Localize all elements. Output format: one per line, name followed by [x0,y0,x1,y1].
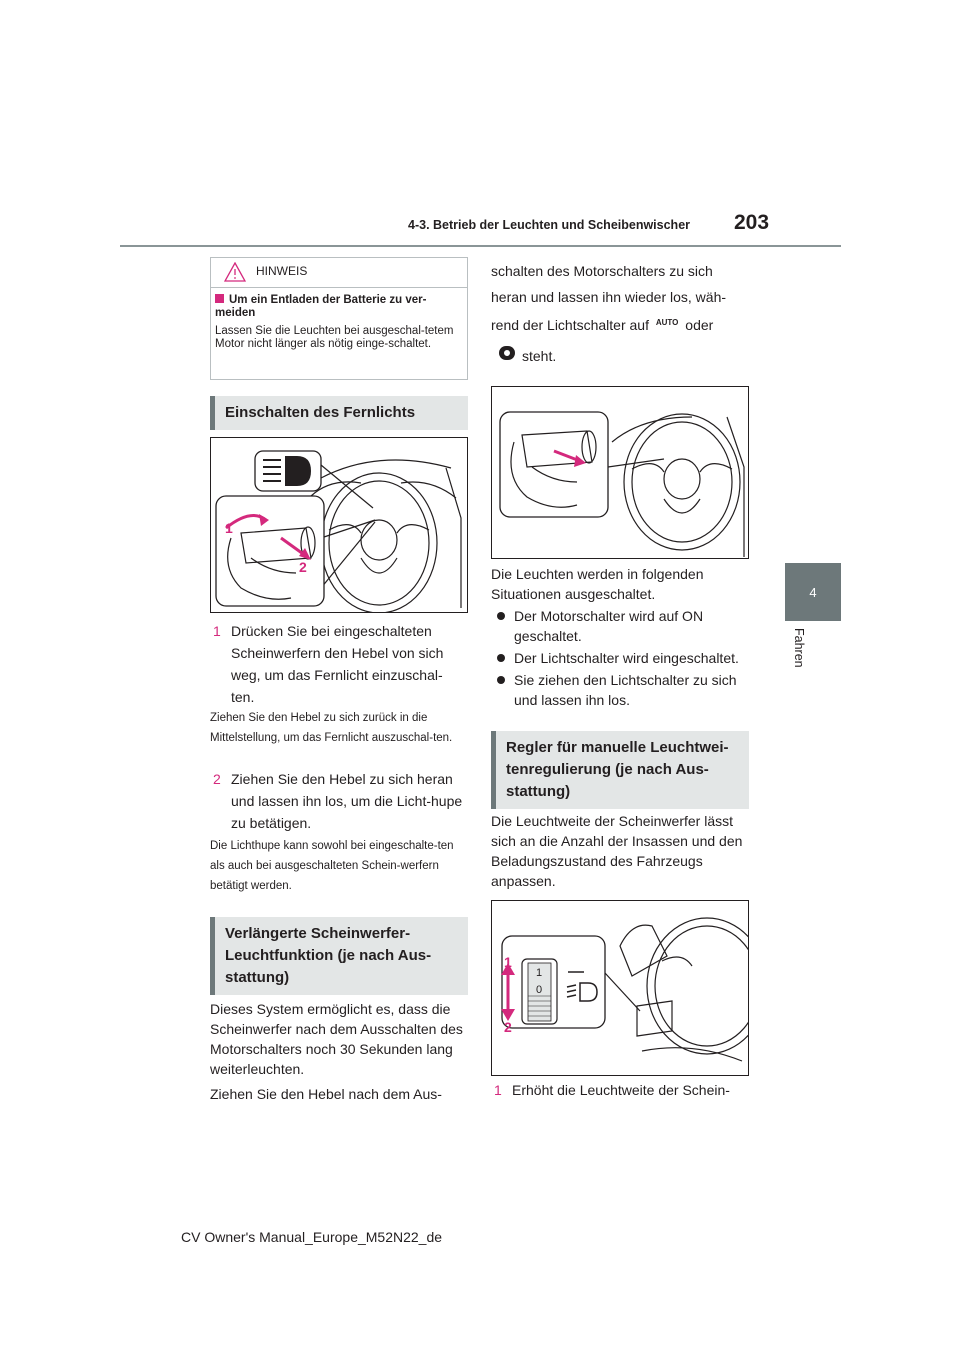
figure-label-1: 1 [225,520,233,536]
step-2-note: Die Lichthupe kann sowohl bei eingeschalte-ten als auch bei ausgeschalteten Schein-werfern betätigt werden. [210,840,454,892]
note-header [210,257,468,288]
square-bullet-icon [215,294,224,303]
bullet-icon [497,676,505,684]
footer-doc-id: CV Owner's Manual_Europe_M52N22_de [181,1229,443,1245]
figure-label-up: 1 [504,954,512,970]
chapter-number: 4 [809,584,817,600]
dial-label-0: 0 [536,984,543,996]
section-title: 4-3. Betrieb der Leuchten und Scheibenwischer [408,218,691,232]
extended-lights-instruction-end: steht. [522,348,557,364]
lever-pull-figure [491,386,749,559]
headlight-leveling-illustration [492,901,748,1075]
dial-label-1: 1 [536,967,543,979]
note-subtitle: Um ein Entladen der Batterie zu ver-meiden [215,294,427,319]
section-heading-headlight-leveling: Regler für manuelle Leuchtwei-tenregulierung (je nach Aus-stattung) [491,731,749,809]
section-heading-high-beam: Einschalten des Fernlichts [210,396,468,430]
page-number: 203 [734,211,770,234]
step-1-note: Ziehen Sie den Hebel zu sich zurück in die Mittelstellung, um das Fernlicht auszuschal-ten. [210,712,453,744]
chapter-tab [785,563,841,621]
off-conditions-intro: Die Leuchten werden in folgenden Situationen ausgeschaltet. [491,566,704,602]
figure-label-down: 2 [504,1019,512,1035]
auto-icon: AUTO [655,318,679,327]
bullet-icon [497,654,505,662]
extended-lights-description: Dieses System ermöglicht es, dass die Scheinwerfer nach dem Ausschalten des Motorschalters noch 30 Sekunden lang weiterleuchten. [210,1001,463,1077]
off-condition-3: Sie ziehen den Lichtschalter zu sich und lassen ihn los. [497,670,749,710]
chapter-label: Fahren [792,628,806,668]
leveling-step-1: 1 Erhöht die Leuchtweite der Schein- [494,1082,730,1098]
headlight-leveling-description: Die Leuchtweite der Scheinwerfer lässt sich an die Anzahl der Insassen und den Beladungszustand des Fahrzeugs anpassen. [491,813,743,889]
figure-label-2: 2 [299,559,307,575]
high-beam-lever-figure [210,437,468,613]
bullet-icon [497,612,505,620]
off-condition-1: Der Motorschalter wird auf ON geschaltet. [497,606,749,646]
headlight-leveling-figure [491,900,749,1076]
extended-lights-instruction-cont: schalten des Motorschalters zu sich heran und lassen ihn wieder los, wäh-rend der Lichtschalter auf $^{AUTO}$ oder [491,263,727,333]
warning-icon [224,262,246,282]
step-2: 2 Ziehen Sie den Hebel zu sich heran und lassen ihn los, um die Licht-hupe zu betätigen. [213,771,463,831]
headlight-icon [499,346,515,365]
note-body: Lassen Sie die Leuchten bei ausgeschal-tetem Motor nicht länger als nötig einge-schaltet. [215,325,454,350]
extended-lights-instruction-start: Ziehen Sie den Hebel nach dem Aus- [210,1086,442,1102]
header-rule [120,245,841,247]
high-beam-lever-illustration [211,438,467,612]
step-1: 1 Drücken Sie bei eingeschalteten Scheinwerfern den Hebel von sich weg, um das Fernlicht einzuschal-ten. [213,623,444,705]
off-condition-2: Der Lichtschalter wird eingeschaltet. [497,648,749,668]
lever-pull-illustration [492,387,748,558]
note-label: HINWEIS [256,264,308,278]
section-heading-extended-lights: Verlängerte Scheinwerfer-Leuchtfunktion (je nach Aus-stattung) [210,917,468,995]
